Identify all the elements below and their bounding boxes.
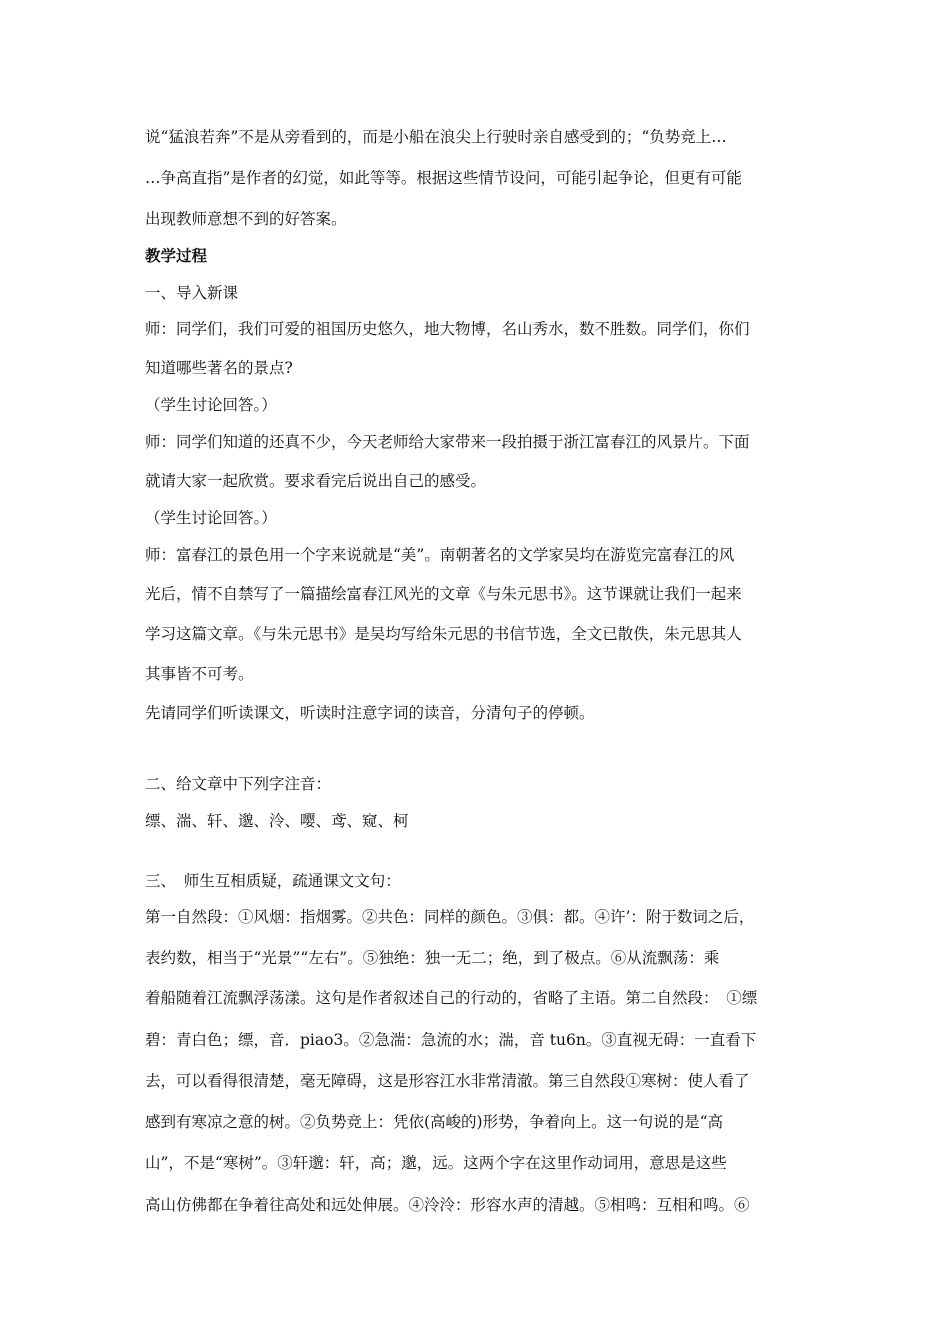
- paragraph-line: （学生讨论回答。）: [145, 509, 277, 527]
- paragraph-line: 就请大家一起欣赏。要求看完后说出自己的感受。: [145, 472, 487, 490]
- paragraph-line: 高山仿佛都在争着往高处和远处伸展。④泠泠：形容水声的清越。⑤相鸣：互相和鸣。⑥: [145, 1196, 750, 1214]
- paragraph-line: …争高直指”是作者的幻觉，如此等等。根据这些情节设问，可能引起争论，但更有可能: [145, 169, 742, 187]
- paragraph-line: 出现教师意想不到的好答案。: [145, 210, 347, 228]
- paragraph-line: 碧：青白色；缥，音．piao3。②急湍：急流的水；湍，音 tu6n。③直视无碍：一直看下: [145, 1031, 757, 1049]
- paragraph-line: （学生讨论回答。）: [145, 396, 277, 414]
- paragraph-line: 感到有寒凉之意的树。②负势竞上：凭依(高峻的)形势，争着向上。这一句说的是“高: [145, 1113, 724, 1131]
- paragraph-line: 着船随着江流飘浮荡漾。这句是作者叙述自己的行动的，省略了主语。第二自然段： ①缥: [145, 989, 758, 1007]
- paragraph-line: 说“猛浪若奔”不是从旁看到的，而是小船在浪尖上行驶时亲自感受到的；“负势竞上…: [145, 128, 727, 146]
- section-title: 三、 师生互相质疑，疏通课文文句：: [145, 872, 401, 890]
- paragraph-line: 第一自然段：①风烟：指烟雾。②共色：同样的颜色。③俱：都。④许’：附于数词之后，: [145, 908, 755, 926]
- paragraph-line: 光后，情不自禁写了一篇描绘富春江风光的文章《与朱元思书》。这节课就让我们一起来: [145, 585, 742, 603]
- section-title: 一、导入新课: [145, 284, 239, 302]
- paragraph-line: 去，可以看得很清楚，毫无障碍，这是形容江水非常清澈。第三自然段①寒树：使人看了: [145, 1072, 750, 1090]
- paragraph-line: 其事皆不可考。: [145, 665, 254, 683]
- paragraph-line: 师：富春江的景色用一个字来说就是“美”。南朝著名的文学家吴均在游览完富春江的风: [145, 546, 735, 564]
- paragraph-line: 师：同学们知道的还真不少，今天老师给大家带来一段拍摄于浙江富春江的风景片。下面: [145, 433, 750, 451]
- paragraph-line: 先请同学们听读课文，听读时注意字词的读音，分清句子的停顿。: [145, 704, 595, 722]
- paragraph-line: 师：同学们，我们可爱的祖国历史悠久，地大物博，名山秀水，数不胜数。同学们，你们: [145, 320, 750, 338]
- section-heading: 教学过程: [145, 247, 208, 265]
- section-title: 二、给文章中下列字注音：: [145, 775, 332, 793]
- paragraph-line: 缥、湍、轩、邈、泠、嘤、鸢、窥、柯: [145, 812, 409, 830]
- paragraph-line: 表约数，相当于“光景”“左右”。⑤独绝：独一无二；绝，到了极点。⑥从流飘荡：乘: [145, 949, 720, 967]
- paragraph-line: 学习这篇文章。《与朱元思书》是吴均写给朱元思的书信节选，全文已散佚，朱元思其人: [145, 625, 742, 643]
- paragraph-line: 知道哪些著名的景点?: [145, 359, 293, 377]
- paragraph-line: 山”，不是“寒树”。③轩邈：轩，高；邈，远。这两个字在这里作动词用，意思是这些: [145, 1154, 727, 1172]
